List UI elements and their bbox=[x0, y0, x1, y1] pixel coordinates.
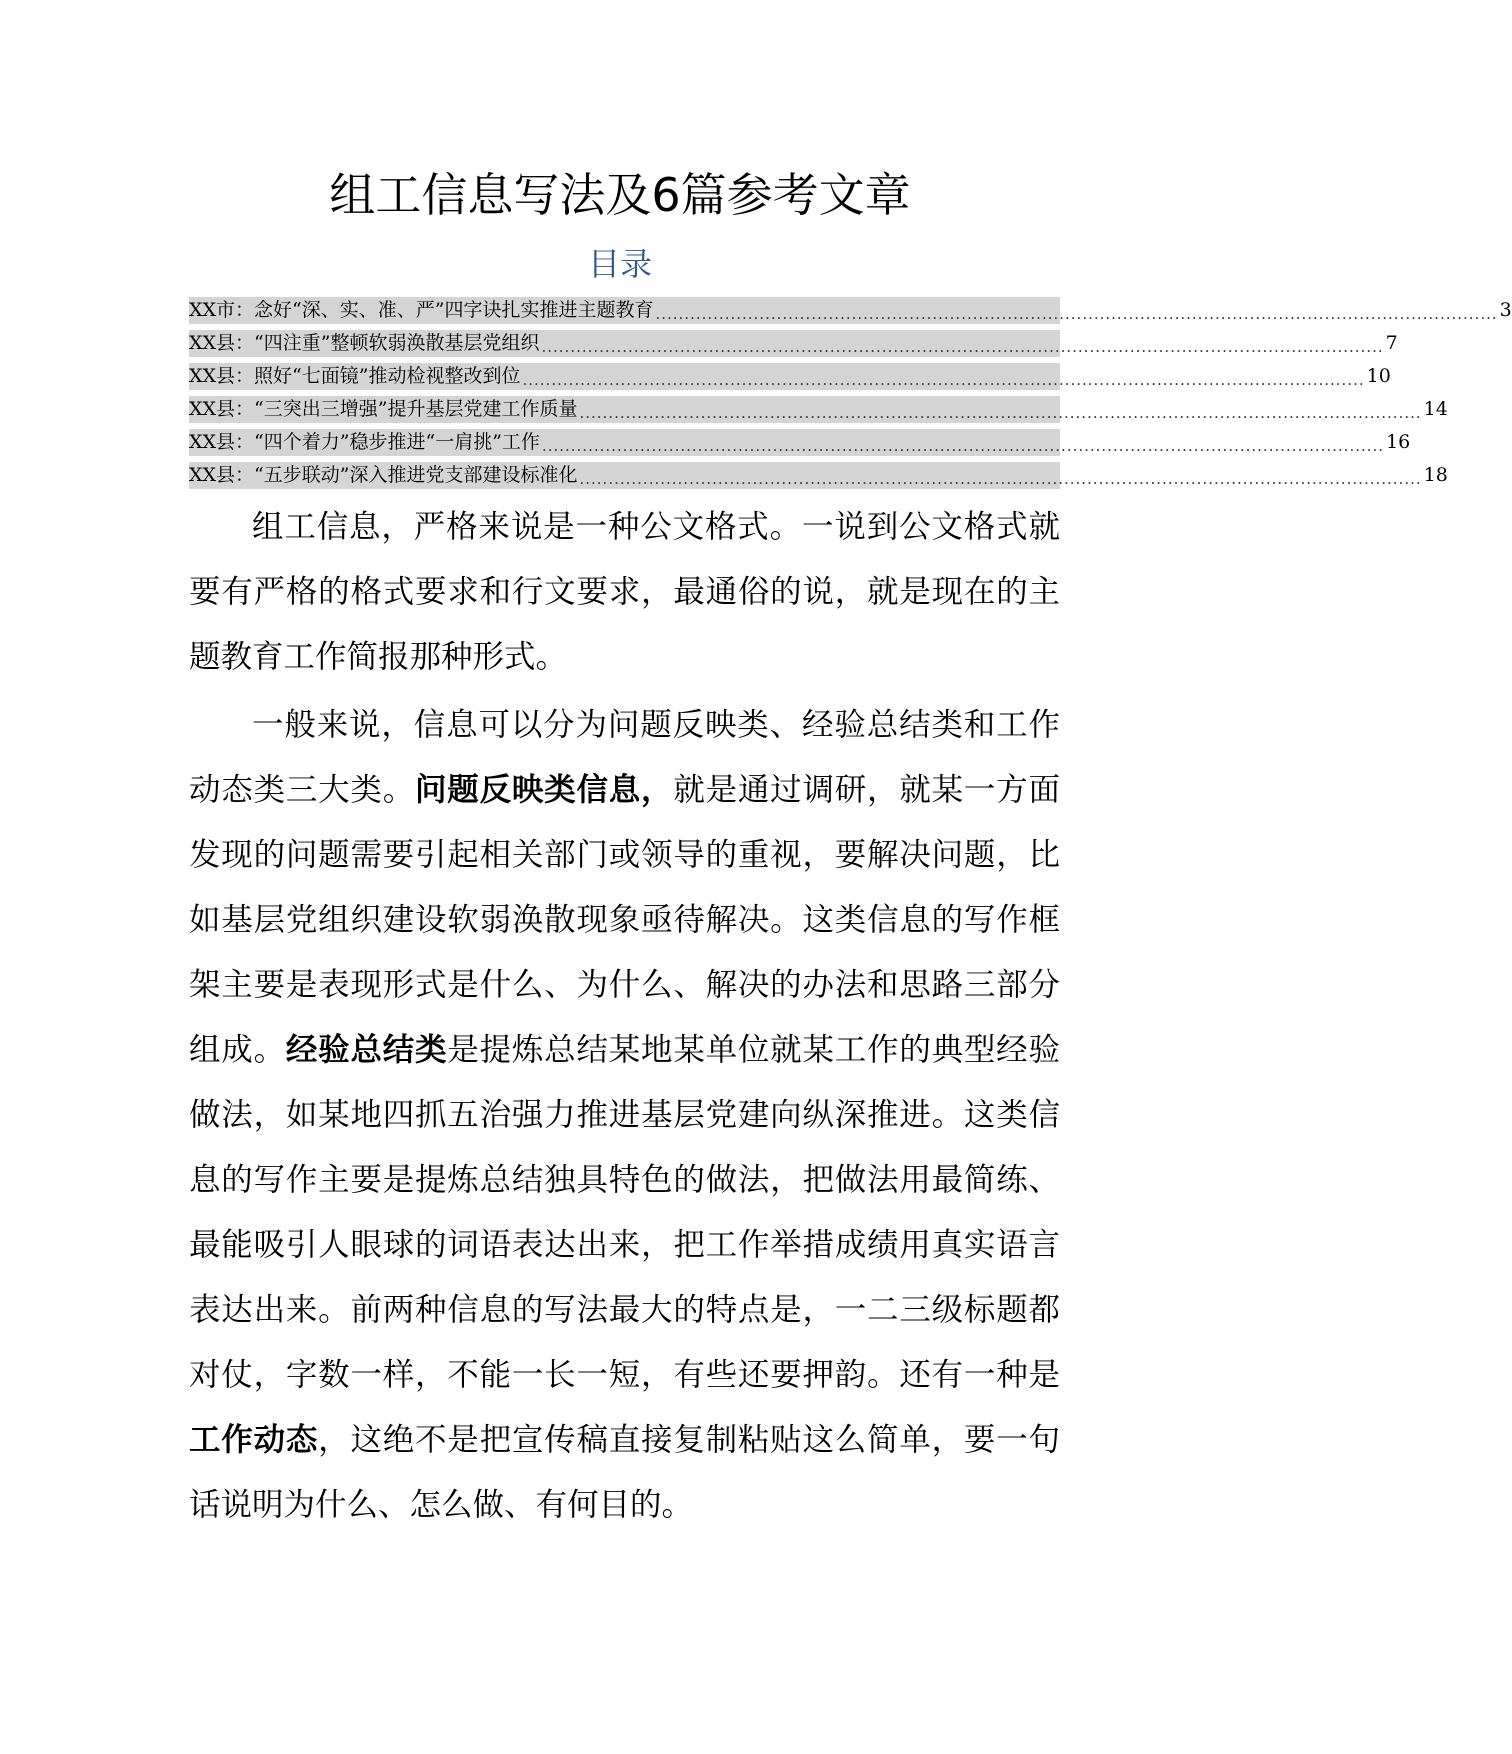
toc-entry-label: XX县：“五步联动”深入推进党支部建设标准化 bbox=[189, 464, 578, 486]
toc-leader-dots: .................................................................................................................................................. bbox=[541, 437, 1385, 455]
toc-entry-page: 16 bbox=[1386, 431, 1411, 453]
bold-term-problem: 问题反映类信息， bbox=[415, 772, 674, 808]
toc-entry[interactable] bbox=[189, 429, 1411, 456]
bold-term-experience: 经验总结类 bbox=[285, 1032, 448, 1068]
toc-entry[interactable] bbox=[189, 363, 1391, 390]
toc-entry-label: XX县：“四注重”整顿软弱涣散基层党组织 bbox=[189, 332, 540, 354]
toc-entry-label: XX县：照好“七面镜”推动检视整改到位 bbox=[189, 365, 521, 387]
toc-entry-label: XX市：念好“深、实、准、严”四字诀扎实推进主题教育 bbox=[189, 299, 654, 321]
toc-entry-page: 14 bbox=[1423, 398, 1448, 420]
toc-entry[interactable] bbox=[189, 396, 1448, 423]
toc-entry[interactable] bbox=[189, 297, 1512, 324]
paragraph-text: ，这绝不是把宣传稿直接复制粘贴这么简单，要一句话说明为什么、怎么做、有何目的。 bbox=[189, 1422, 1060, 1523]
toc-leader-dots: .................................................................................................................................................. bbox=[522, 371, 1365, 389]
paragraph-text: 是提炼总结某地某单位就某工作的典型经验做法，如某地四抓五治强力推进基层党建向纵深推进。这类信息的写作主要是提炼总结独具特色的做法，把做法用最简练、最能吸引人眼球的词语表达出来，把工作举措成绩用真实语言表达出来。前两种信息的写法最大的特点是，一二三级标题都对仗，字数一样，不能一长一短，有些还要押韵。还有一种是 bbox=[189, 1032, 1060, 1393]
paragraph-text: 一般来说，信息可以分为问题反映类、经验总结类和工作动态类三大类。 bbox=[189, 707, 1060, 808]
toc-entry-page: 7 bbox=[1385, 332, 1398, 354]
toc-heading: 目录 bbox=[587, 245, 652, 283]
toc-entry[interactable] bbox=[189, 462, 1448, 489]
body-text bbox=[189, 495, 1060, 1541]
bold-term-dynamics: 工作动态 bbox=[189, 1422, 319, 1458]
toc-entry-page: 10 bbox=[1366, 365, 1391, 387]
paragraph-intro: 组工信息，严格来说是一种公文格式。一说到公文格式就要有严格的格式要求和行文要求，最通俗的说，就是现在的主题教育工作简报那种形式。 bbox=[189, 509, 1060, 675]
toc-entry-label: XX县：“四个着力”稳步推进“一肩挑”工作 bbox=[189, 431, 540, 453]
document-title: 组工信息写法及6篇参考文章 bbox=[329, 168, 911, 222]
toc-leader-dots: .................................................................................................................................................. bbox=[579, 404, 1422, 422]
toc-entry-page: 3 bbox=[1499, 299, 1512, 321]
paragraph-categories bbox=[189, 693, 1060, 1538]
toc-entry-label: XX县：“三突出三增强”提升基层党建工作质量 bbox=[189, 398, 578, 420]
toc-leader-dots: .................................................................................................................................................. bbox=[655, 305, 1498, 323]
paragraph-text: 就是通过调研，就某一方面发现的问题需要引起相关部门或领导的重视，要解决问题，比如基层党组织建设软弱涣散现象亟待解决。这类信息的写作框架主要是表现形式是什么、为什么、解决的办法和思路三部分组成。 bbox=[189, 772, 1060, 1068]
toc-leader-dots: .................................................................................................................................................. bbox=[541, 338, 1384, 356]
table-of-contents bbox=[189, 297, 1512, 495]
toc-leader-dots: .................................................................................................................................................. bbox=[579, 470, 1422, 488]
toc-entry[interactable] bbox=[189, 330, 1398, 357]
toc-entry-page: 18 bbox=[1423, 464, 1448, 486]
